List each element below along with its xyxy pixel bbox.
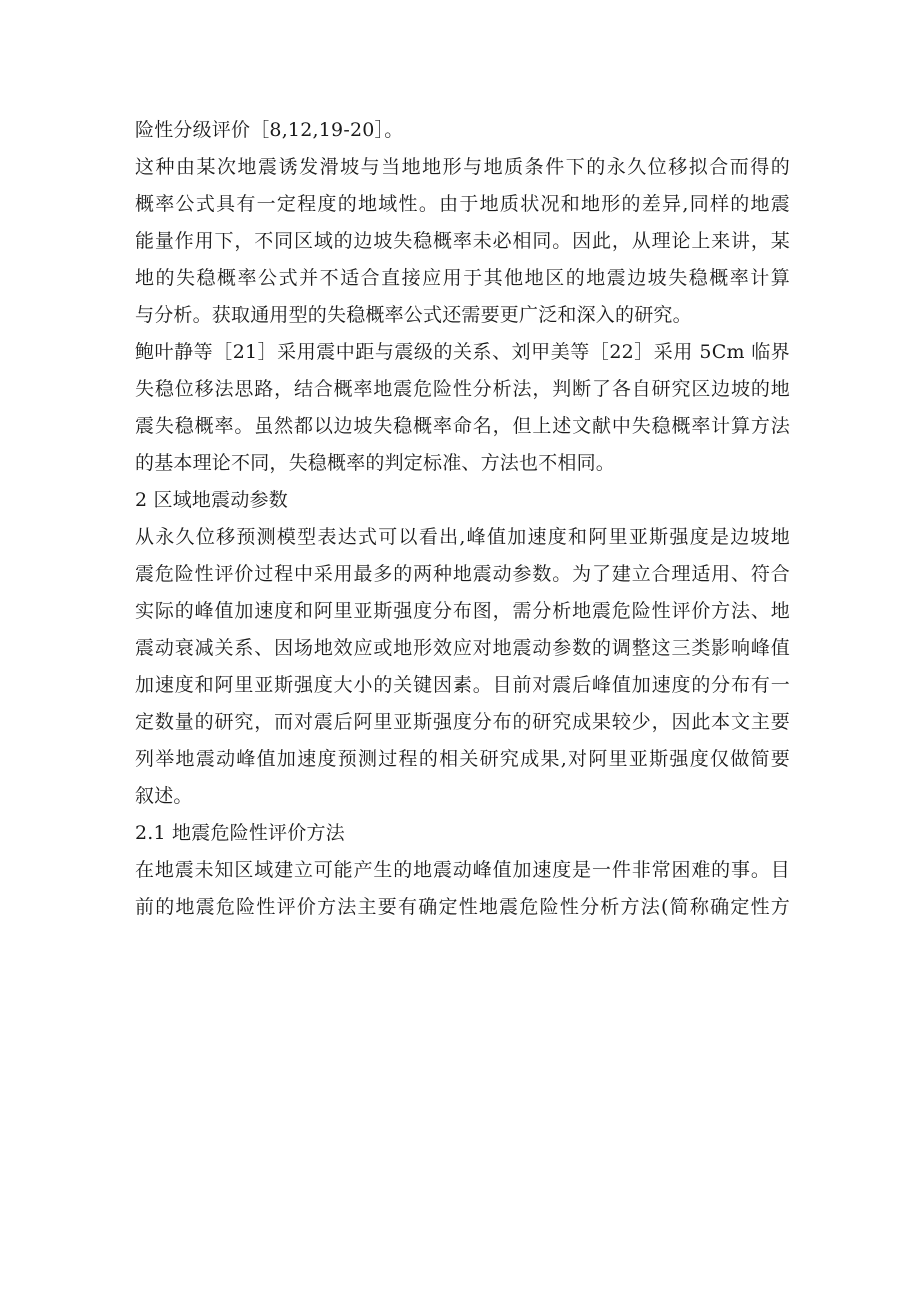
- paragraph: [135, 112, 790, 149]
- text-line: 列举地震动峰值加速度预测过程的相关研究成果,对阿里亚斯强度仅做简要: [135, 748, 790, 770]
- text-line: 鲍叶静等［21］采用震中距与震级的关系、刘甲美等［22］采用 5Cm 临界: [135, 341, 790, 363]
- subsection-heading: [135, 815, 790, 852]
- text-line: 险性分级评价［8,12,19-20］。: [135, 119, 404, 141]
- heading-text: 2 区域地震动参数: [135, 489, 288, 511]
- paragraph: [135, 519, 790, 815]
- body-text: [135, 112, 790, 926]
- text-line: 从永久位移预测模型表达式可以看出,峰值加速度和阿里亚斯强度是边坡地: [135, 526, 790, 548]
- paragraph: [135, 334, 790, 482]
- text-line: 震危险性评价过程中采用最多的两种地震动参数。为了建立合理适用、符合: [135, 563, 790, 585]
- text-line: 的基本理论不同，失稳概率的判定标准、方法也不相同。: [135, 452, 616, 474]
- paragraph: [135, 149, 790, 334]
- paragraph: [135, 852, 790, 926]
- text-line: 震失稳概率。虽然都以边坡失稳概率命名，但上述文献中失稳概率计算方法: [135, 415, 790, 437]
- text-line: 前的地震危险性评价方法主要有确定性地震危险性分析方法(简称确定性方: [135, 896, 790, 918]
- text-line: 叙述。: [135, 785, 193, 807]
- text-line: 震动衰减关系、因场地效应或地形效应对地震动参数的调整这三类影响峰值: [135, 637, 790, 659]
- text-line: 实际的峰值加速度和阿里亚斯强度分布图，需分析地震危险性评价方法、地: [135, 600, 790, 622]
- text-line: 能量作用下，不同区域的边坡失稳概率未必相同。因此，从理论上来讲，某: [135, 230, 790, 252]
- text-line: 这种由某次地震诱发滑坡与当地地形与地质条件下的永久位移拟合而得的: [135, 156, 790, 178]
- text-line: 地的失稳概率公式并不适合直接应用于其他地区的地震边坡失稳概率计算: [135, 267, 790, 289]
- text-line: 概率公式具有一定程度的地域性。由于地质状况和地形的差异,同样的地震: [135, 193, 790, 215]
- text-line: 与分析。获取通用型的失稳概率公式还需要更广泛和深入的研究。: [135, 304, 692, 326]
- text-line: 失稳位移法思路，结合概率地震危险性分析法，判断了各自研究区边坡的地: [135, 378, 790, 400]
- section-heading: [135, 482, 790, 519]
- text-line: 加速度和阿里亚斯强度大小的关键因素。目前对震后峰值加速度的分布有一: [135, 674, 790, 696]
- heading-text: 2.1 地震危险性评价方法: [135, 822, 345, 844]
- text-line: 定数量的研究，而对震后阿里亚斯强度分布的研究成果较少，因此本文主要: [135, 711, 790, 733]
- text-line: 在地震未知区域建立可能产生的地震动峰值加速度是一件非常困难的事。目: [135, 859, 790, 881]
